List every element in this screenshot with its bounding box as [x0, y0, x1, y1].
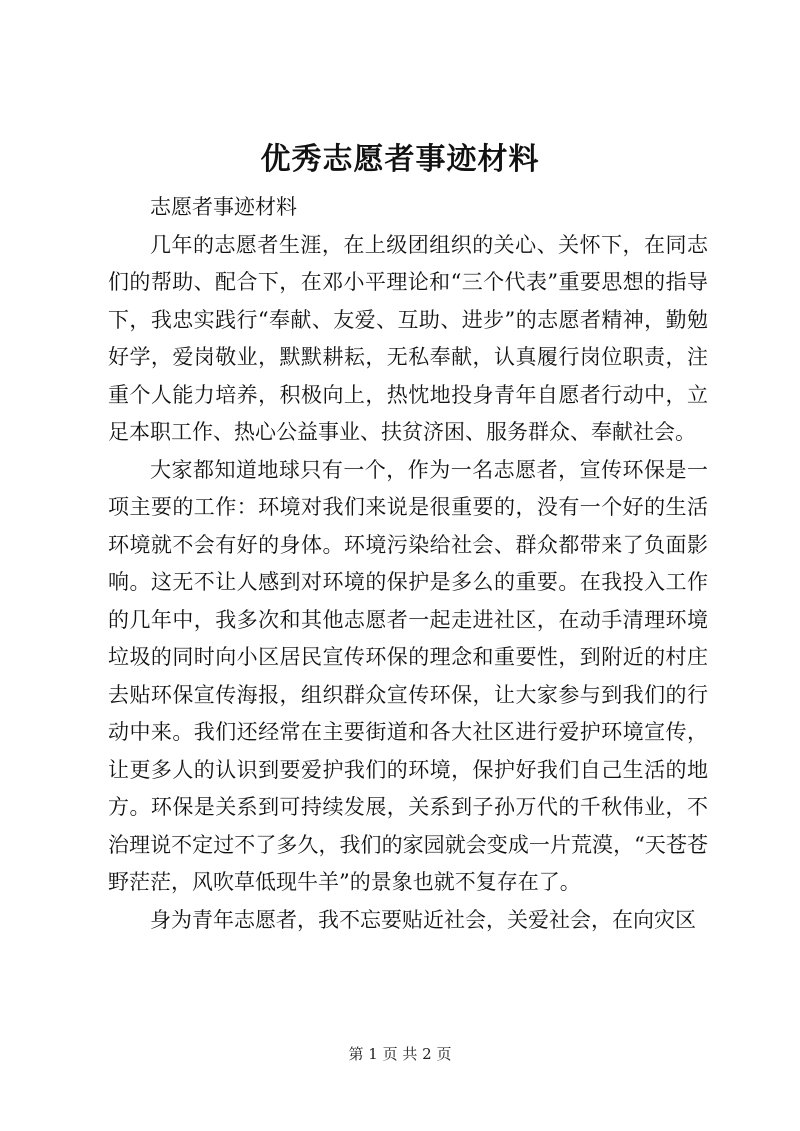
paragraph-2: 大家都知道地球只有一个，作为一名志愿者，宣传环保是一项主要的工作：环境对我们来说是很重要的，没有一个好的生活环境就不会有好的身体。环境污染给社会、群众都带来了负面影响。这无不让人感到对环境的保护是多么的重要。在我投入工作的几年中，我多次和其他志愿者一起走进社区，在动手清理环境垃圾的同时向小区居民宣传环保的理念和重要性，到附近的村庄去贴环保宣传海报，组织群众宣传环保，让大家参与到我们的行动中来。我们还经常在主要街道和各大社区进行爱护环境宣传，让更多人的认识到要爱护我们的环境，保护好我们自己生活的地方。环保是关系到可持续发展，关系到子孙万代的千秋伟业，不治理说不定过不了多久，我们的家园就会变成一片荒漠，“天苍苍野茫茫，风吹草低现牛羊”的景象也就不复存在了。 [108, 457, 708, 894]
paragraph-1: 几年的志愿者生涯，在上级团组织的关心、关怀下，在同志们的帮助、配合下，在邓小平理论和“三个代表”重要思想的指导下，我忠实践行“奉献、友爱、互助、进步”的志愿者精神，勤勉好学，爱岗敬业，默默耕耘，无私奉献，认真履行岗位职责，注重个人能力培养，积极向上，热忱地投身青年自愿者行动中，立足本职工作、热心公益事业、扶贫济困、服务群众、奉献社会。 [108, 232, 708, 444]
page-footer: 第 1 页 共 2 页 [348, 1045, 452, 1063]
document-body [108, 189, 708, 939]
document-title: 优秀志愿者事迹材料 [260, 142, 540, 177]
document-subtitle: 志愿者事迹材料 [150, 195, 297, 219]
paragraph-3: 身为青年志愿者，我不忘要贴近社会，关爱社会，在向灾区 [150, 907, 696, 932]
